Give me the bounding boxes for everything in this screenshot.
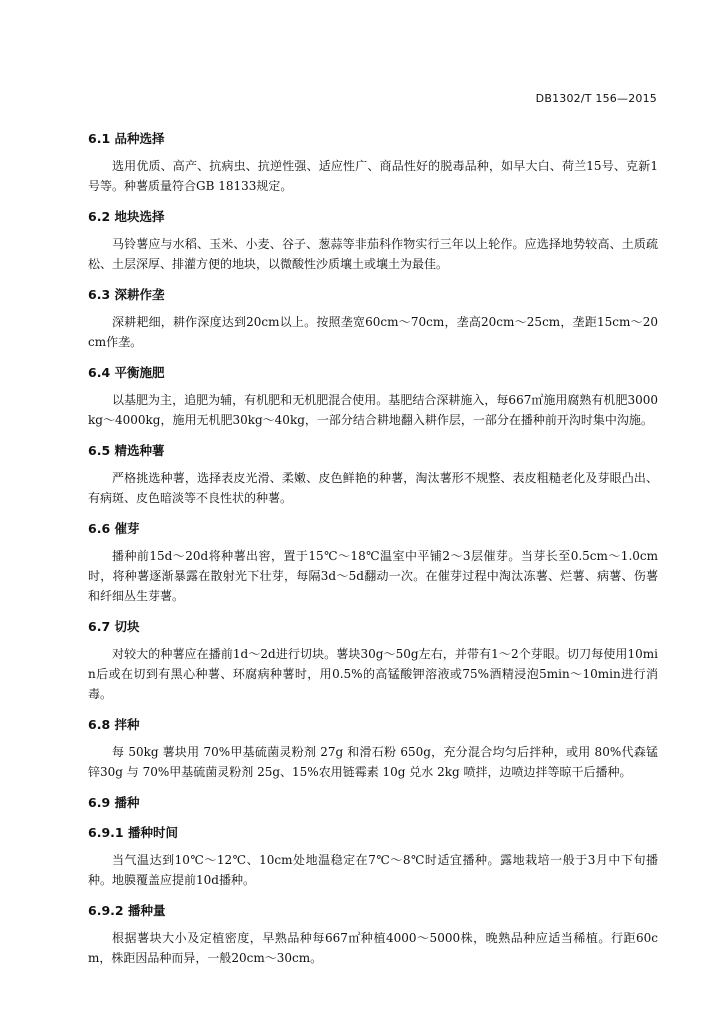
section-paragraph: 选用优质、高产、抗病虫、抗逆性强、适应性广、商品性好的脱毒品种，如早大白、荷兰15号、克新1号等。种薯质量符合GB 18133规定。 bbox=[88, 159, 658, 193]
section-paragraph: 播种前15d～20d将种薯出窖，置于15℃～18℃温室中平铺2～3层催芽。当芽长至0.5cm～1.0cm时，将种薯逐渐暴露在散射光下壮芽，每隔3d～5d翻动一次。在催芽过程中淘汰冻薯、烂薯、病薯、伤薯和纤细丛生芽薯。 bbox=[88, 549, 658, 603]
section-heading: 6.9 播种 bbox=[88, 795, 140, 810]
section-paragraph: 严格挑选种薯，选择表皮光滑、柔嫩、皮色鲜艳的种薯，淘汰薯形不规整、表皮粗糙老化及芽眼凸出、有病斑、皮色暗淡等不良性状的种薯。 bbox=[88, 471, 658, 505]
section-paragraph: 深耕耙细，耕作深度达到20cm以上。按照垄宽60cm～70cm，垄高20cm～25cm，垄距15cm～20cm作垄。 bbox=[88, 315, 658, 349]
section-heading: 6.4 平衡施肥 bbox=[88, 365, 165, 380]
section-heading: 6.2 地块选择 bbox=[88, 209, 165, 224]
section-heading: 6.1 品种选择 bbox=[88, 131, 165, 146]
section-6-8 bbox=[88, 716, 658, 782]
section-heading: 6.6 催芽 bbox=[88, 521, 140, 536]
section-paragraph: 马铃薯应与水稻、玉米、小麦、谷子、葱蒜等非茄科作物实行三年以上轮作。应选择地势较高、土质疏松、土层深厚、排灌方便的地块，以微酸性沙质壤土或壤土为最佳。 bbox=[88, 237, 658, 271]
section-6-3 bbox=[88, 286, 658, 352]
section-6-5 bbox=[88, 442, 658, 508]
section-heading: 6.9.1 播种时间 bbox=[88, 825, 178, 840]
section-paragraph: 根据薯块大小及定植密度，早熟品种每667㎡种植4000～5000株，晚熟品种应适当稀植。行距60cm，株距因品种而异，一般20cm～30cm。 bbox=[88, 931, 658, 965]
section-heading: 6.5 精选种薯 bbox=[88, 443, 165, 458]
document-code: DB1302/T 156—2015 bbox=[535, 92, 657, 105]
section-heading: 6.8 拌种 bbox=[88, 717, 140, 732]
section-6-7 bbox=[88, 618, 658, 704]
section-paragraph: 对较大的种薯应在播前1d～2d进行切块。薯块30g～50g左右，并带有1～2个芽眼。切刀每使用10min后或在切到有黑心种薯、环腐病种薯时，用0.5%的高锰酸钾溶液或75%酒精浸泡5min～10min进行消毒。 bbox=[88, 647, 658, 701]
section-6-9-2 bbox=[88, 902, 658, 968]
section-6-1 bbox=[88, 130, 658, 196]
section-6-4 bbox=[88, 364, 658, 430]
document-body bbox=[88, 130, 658, 968]
section-paragraph: 以基肥为主，追肥为辅，有机肥和无机肥混合使用。基肥结合深耕施入，每667㎡施用腐熟有机肥3000kg～4000kg，施用无机肥30kg～40kg，一部分结合耕地翻入耕作层，一部分在播种前开沟时集中沟施。 bbox=[88, 393, 658, 427]
section-heading: 6.3 深耕作垄 bbox=[88, 287, 165, 302]
section-6-9-1 bbox=[88, 824, 658, 890]
section-heading: 6.9.2 播种量 bbox=[88, 903, 166, 918]
section-6-2 bbox=[88, 208, 658, 274]
section-6-6 bbox=[88, 520, 658, 606]
section-heading: 6.7 切块 bbox=[88, 619, 140, 634]
section-6-9 bbox=[88, 794, 658, 812]
section-paragraph: 每 50kg 薯块用 70%甲基硫菌灵粉剂 27g 和滑石粉 650g，充分混合均匀后拌种，或用 80%代森锰锌30g 与 70%甲基硫菌灵粉剂 25g、15%农用链霉素 10g 兑水 2kg 喷拌，边喷边拌等晾干后播种。 bbox=[88, 745, 658, 779]
section-paragraph: 当气温达到10℃～12℃、10cm处地温稳定在7℃～8℃时适宜播种。露地栽培一般于3月中下旬播种。地膜覆盖应提前10d播种。 bbox=[88, 853, 658, 887]
